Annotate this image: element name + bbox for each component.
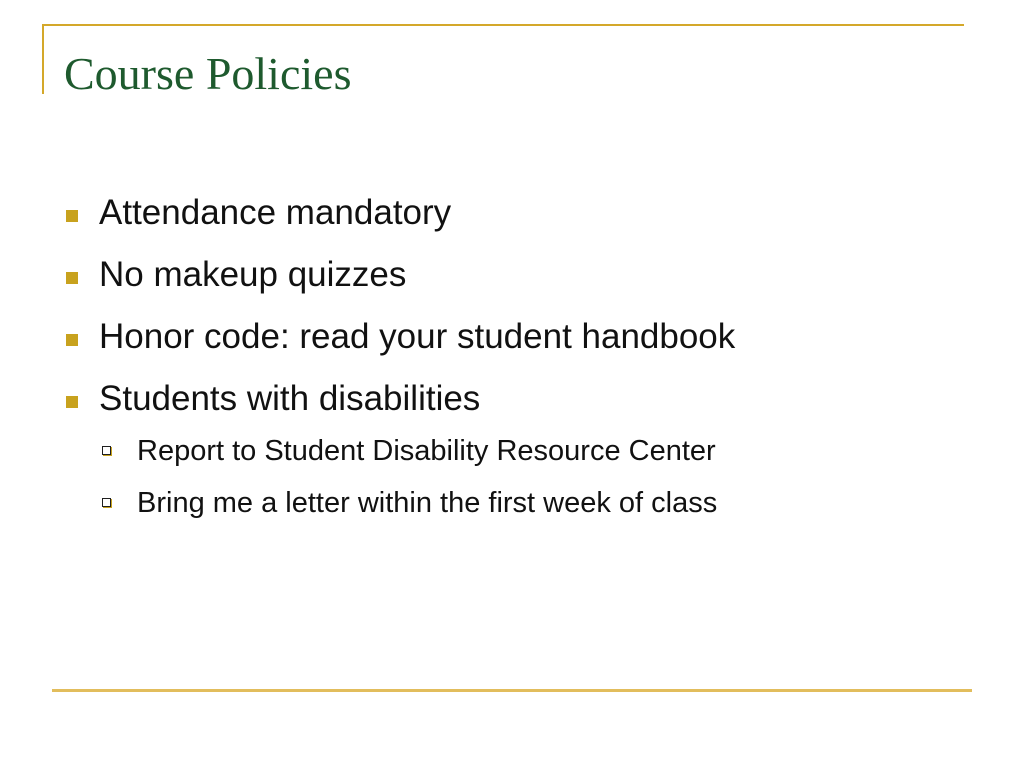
- hollow-square-bullet-icon: [102, 446, 111, 455]
- hollow-square-bullet-icon: [102, 498, 111, 507]
- bullet-list: [62, 190, 962, 536]
- bottom-border-rule: [52, 689, 972, 692]
- sub-bullet-text: Bring me a letter within the first week of class: [137, 487, 718, 519]
- filled-square-bullet-icon: [66, 210, 78, 222]
- sub-bullet-item-letter: [62, 484, 962, 536]
- filled-square-bullet-icon: [66, 334, 78, 346]
- bullet-text: No makeup quizzes: [99, 255, 407, 294]
- bullet-item-honor-code: [62, 314, 962, 376]
- filled-square-bullet-icon: [66, 396, 78, 408]
- bullet-item-disabilities: [62, 376, 962, 432]
- bullet-item-attendance: [62, 190, 962, 252]
- bullet-text: Students with disabilities: [99, 379, 481, 418]
- top-border-rule: [42, 24, 964, 26]
- bullet-text: Honor code: read your student handbook: [99, 317, 736, 356]
- bullet-text: Attendance mandatory: [99, 193, 452, 232]
- sub-bullet-text: Report to Student Disability Resource Center: [137, 435, 716, 467]
- bullet-item-makeup-quizzes: [62, 252, 962, 314]
- left-border-rule: [42, 24, 44, 94]
- sub-bullet-item-report: [62, 432, 962, 484]
- slide-title: Course Policies: [64, 48, 352, 99]
- filled-square-bullet-icon: [66, 272, 78, 284]
